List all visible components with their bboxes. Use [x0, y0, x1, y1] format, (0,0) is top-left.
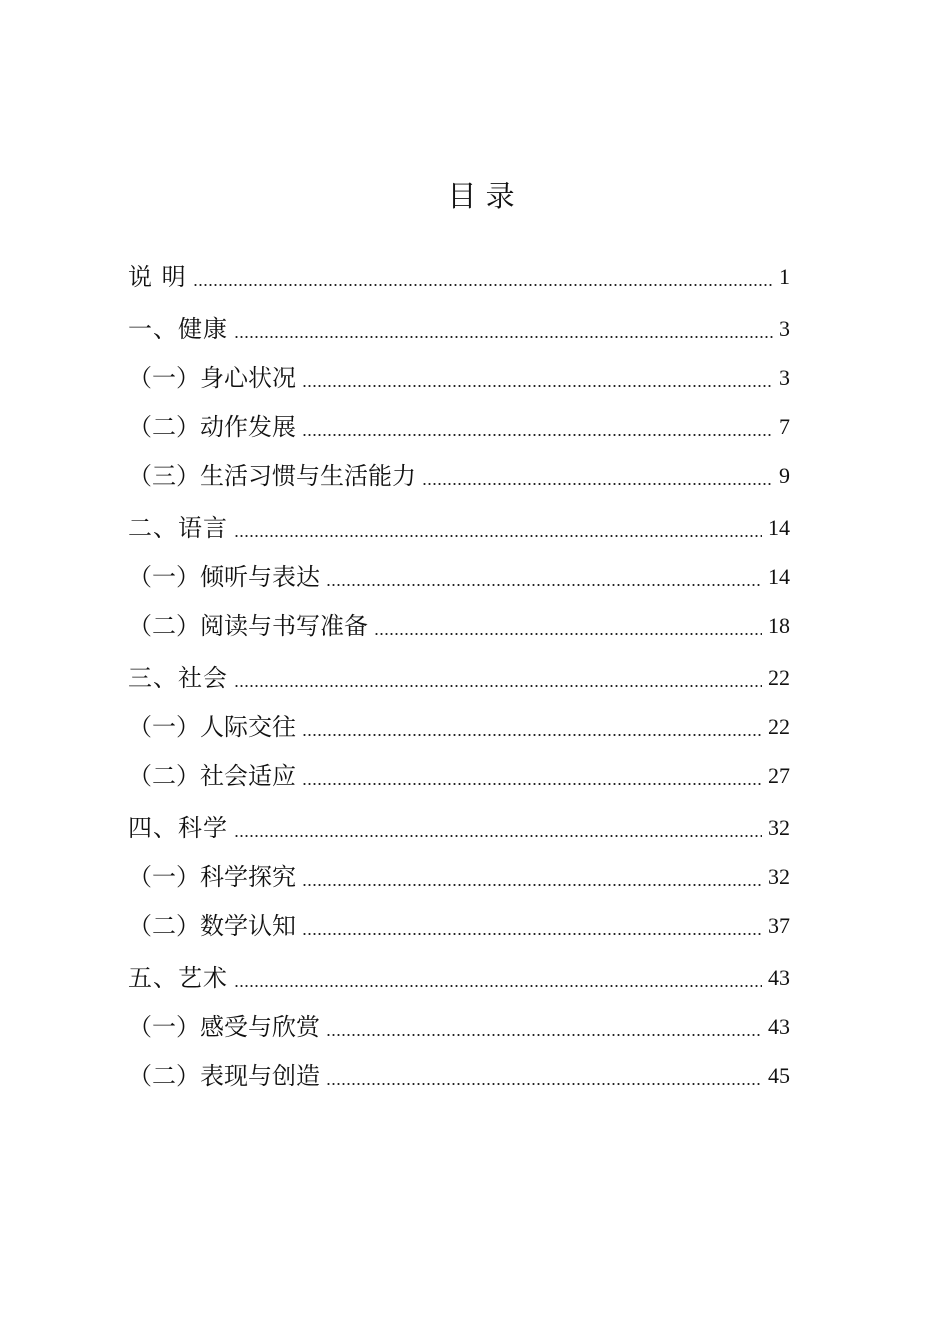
toc-entry-page: 14 — [768, 515, 790, 540]
toc-entry-label: （一）科学探究 — [128, 863, 296, 891]
toc-entry-label: （二）社会适应 — [128, 762, 296, 790]
toc-title: 目 录 — [447, 179, 515, 213]
toc-entry-page: 43 — [768, 1014, 790, 1039]
toc-entry[interactable] — [128, 310, 790, 344]
toc-entry-page: 32 — [768, 815, 790, 840]
toc-entry[interactable] — [128, 809, 790, 843]
toc-leader-dots — [374, 633, 762, 635]
toc-entry-label: （一）感受与欣赏 — [128, 1013, 320, 1041]
toc-leader-dots — [234, 835, 762, 837]
toc-leader-dots — [302, 385, 773, 387]
toc-entry-page: 43 — [768, 965, 790, 990]
toc-entry-page: 14 — [768, 564, 790, 589]
toc-leader-dots — [302, 884, 762, 886]
toc-entry-label: 一、健康 — [128, 315, 228, 343]
toc-entry-page: 3 — [779, 365, 790, 390]
toc-leader-dots — [302, 734, 762, 736]
toc-entry[interactable] — [128, 1057, 790, 1091]
toc-entry-label: 三、社会 — [128, 664, 228, 692]
toc-list — [128, 0, 790, 1344]
toc-entry-label: （一）人际交往 — [128, 713, 296, 741]
toc-leader-dots — [302, 933, 762, 935]
toc-entry[interactable] — [128, 708, 790, 742]
toc-entry[interactable] — [128, 258, 790, 292]
toc-entry[interactable] — [128, 408, 790, 442]
toc-entry-page: 7 — [779, 414, 790, 439]
toc-leader-dots — [422, 483, 773, 485]
toc-leader-dots — [302, 783, 762, 785]
toc-entry[interactable] — [128, 659, 790, 693]
toc-leader-dots — [234, 685, 762, 687]
toc-leader-dots — [193, 284, 773, 286]
toc-entry[interactable] — [128, 959, 790, 993]
toc-entry[interactable] — [128, 858, 790, 892]
toc-entry[interactable] — [128, 1008, 790, 1042]
toc-entry-page: 27 — [768, 763, 790, 788]
toc-entry-label: （二）阅读与书写准备 — [128, 612, 368, 640]
toc-leader-dots — [302, 434, 773, 436]
toc-entry[interactable] — [128, 607, 790, 641]
toc-entry-label: （二）动作发展 — [128, 413, 296, 441]
toc-leader-dots — [234, 985, 762, 987]
toc-entry-label: 四、科学 — [128, 814, 228, 842]
toc-leader-dots — [326, 1034, 762, 1036]
toc-entry-label: （二）数学认知 — [128, 912, 296, 940]
toc-entry-label: 说 明 — [128, 263, 187, 291]
toc-entry[interactable] — [128, 509, 790, 543]
toc-entry[interactable] — [128, 457, 790, 491]
toc-entry[interactable] — [128, 558, 790, 592]
toc-entry-label: 五、艺术 — [128, 964, 228, 992]
toc-entry-label: （一）身心状况 — [128, 364, 296, 392]
toc-entry-page: 3 — [779, 316, 790, 341]
toc-entry-page: 32 — [768, 864, 790, 889]
toc-entry[interactable] — [128, 359, 790, 393]
toc-entry[interactable] — [128, 757, 790, 791]
toc-entry-page: 1 — [779, 264, 790, 289]
toc-entry-page: 9 — [779, 463, 790, 488]
toc-entry-page: 22 — [768, 665, 790, 690]
toc-entry-page: 45 — [768, 1063, 790, 1088]
toc-leader-dots — [234, 336, 773, 338]
toc-leader-dots — [326, 584, 762, 586]
toc-entry-page: 22 — [768, 714, 790, 739]
toc-leader-dots — [326, 1083, 762, 1085]
toc-entry-label: 二、语言 — [128, 514, 228, 542]
toc-leader-dots — [234, 535, 762, 537]
toc-entry-page: 37 — [768, 913, 790, 938]
toc-entry-label: （三）生活习惯与生活能力 — [128, 462, 416, 490]
toc-entry-page: 18 — [768, 613, 790, 638]
toc-entry[interactable] — [128, 907, 790, 941]
toc-entry-label: （二）表现与创造 — [128, 1062, 320, 1090]
toc-entry-label: （一）倾听与表达 — [128, 563, 320, 591]
